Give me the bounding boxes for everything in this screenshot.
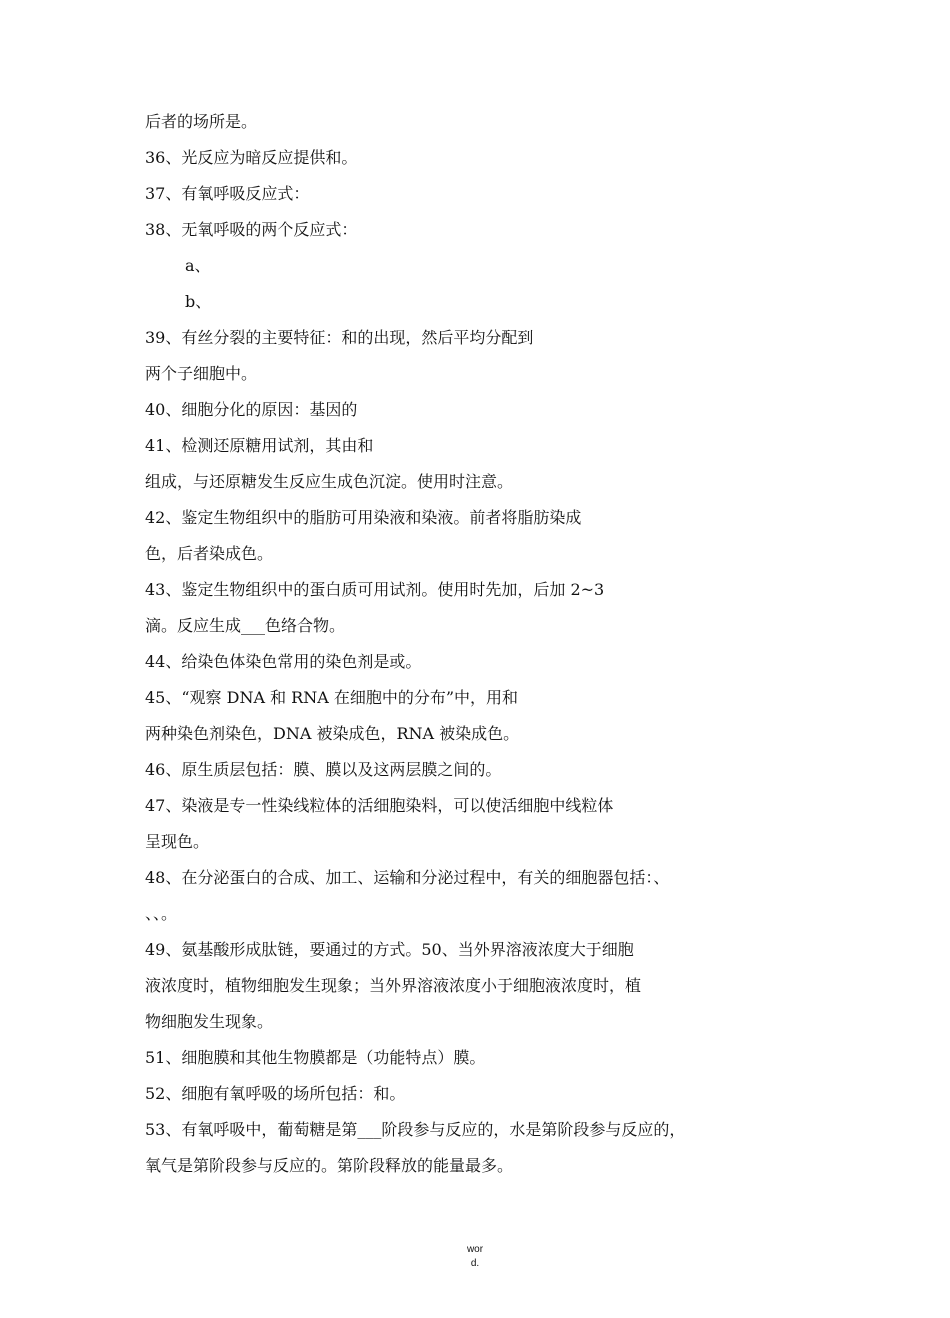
text-line: 滴。反应生成___色络合物。 [145,616,346,635]
text-line: 呈现色。 [145,832,210,851]
text-line: 46、原生质层包括：膜、膜以及这两层膜之间的。 [145,760,502,779]
text-line: b、 [185,292,212,311]
text-line: 后者的场所是。 [145,112,258,131]
text-line: 43、鉴定生物组织中的蛋白质可用试剂。使用时先加，后加 2~3 [145,580,605,599]
page-footer [0,1243,950,1271]
text-line: 两种染色剂染色，DNA 被染成色，RNA 被染成色。 [145,724,520,743]
text-line: 组成，与还原糖发生反应生成色沉淀。使用时注意。 [145,472,514,491]
text-line: 44、给染色体染色常用的染色剂是或。 [145,652,422,671]
text-line: 49、氨基酸形成肽链，要通过的方式。50、当外界溶液浓度大于细胞 [145,940,634,959]
text-line: 37、有氧呼吸反应式： [145,184,310,203]
text-line: 42、鉴定生物组织中的脂肪可用染液和染液。前者将脂肪染成 [145,508,582,527]
text-line: 45、“观察 DNA 和 RNA 在细胞中的分布”中，用和 [145,688,519,707]
text-line: 色，后者染成色。 [145,544,274,563]
text-line: a、 [185,256,211,275]
text-line: 41、检测还原糖用试剂，其由和 [145,436,374,455]
text-line: 两个子细胞中。 [145,364,258,383]
text-line: 53、有氧呼吸中，葡萄糖是第___阶段参与反应的，水是第阶段参与反应的， [145,1120,686,1139]
text-line: 液浓度时，植物细胞发生现象；当外界溶液浓度小于细胞液浓度时，植 [145,976,642,995]
text-line: 、、。 [145,904,178,923]
document-body [145,108,825,1188]
text-line: 52、细胞有氧呼吸的场所包括：和。 [145,1084,406,1103]
footer-line-1: wor [466,1244,484,1255]
text-line: 47、染液是专一性染线粒体的活细胞染料，可以使活细胞中线粒体 [145,796,614,815]
footer-line-2: d. [470,1258,480,1269]
text-line: 38、无氧呼吸的两个反应式： [145,220,358,239]
text-line: 39、有丝分裂的主要特征：和的出现，然后平均分配到 [145,328,534,347]
text-line: 51、细胞膜和其他生物膜都是（功能特点）膜。 [145,1048,486,1067]
text-line: 48、在分泌蛋白的合成、加工、运输和分泌过程中，有关的细胞器包括：、 [145,868,670,887]
text-line: 40、细胞分化的原因：基因的 [145,400,358,419]
text-line: 氧气是第阶段参与反应的。第阶段释放的能量最多。 [145,1156,514,1175]
text-line: 物细胞发生现象。 [145,1012,274,1031]
text-line: 36、光反应为暗反应提供和。 [145,148,358,167]
